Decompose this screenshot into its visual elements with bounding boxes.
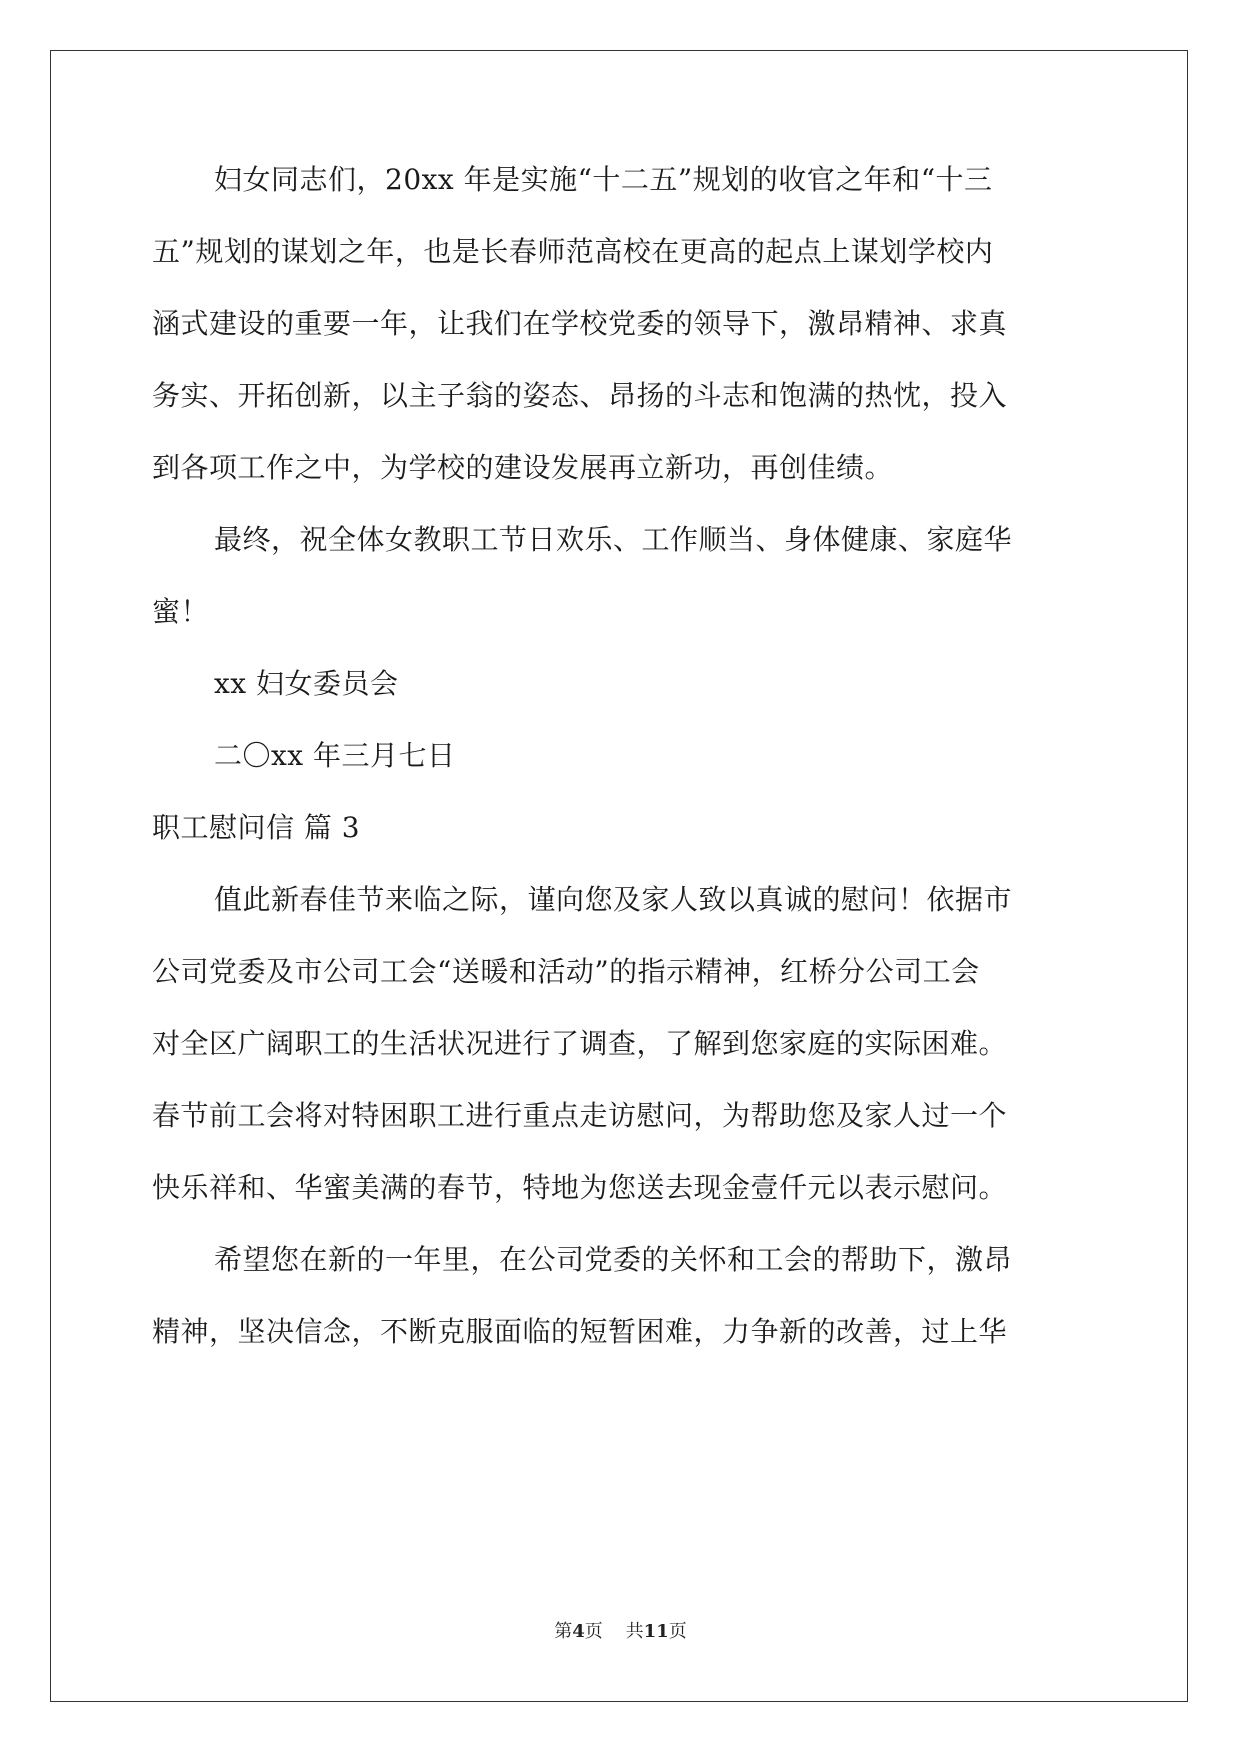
- footer-total-suffix: 页: [668, 1621, 687, 1642]
- current-page-number: 4: [572, 1621, 585, 1642]
- paragraph-line: 务实、开拓创新，以主子翁的姿态、昂扬的斗志和饱满的热忱，投入: [152, 379, 1008, 412]
- paragraph-line: 蜜！: [152, 595, 210, 628]
- paragraph-line: 妇女同志们，20xx 年是实施“十二五”规划的收官之年和“十三: [214, 163, 993, 196]
- paragraph-line: 希望您在新的一年里，在公司党委的关怀和工会的帮助下，激昂: [214, 1243, 1013, 1276]
- page-border: [50, 50, 1188, 1702]
- footer-prefix: 第: [554, 1621, 573, 1642]
- paragraph-line: 到各项工作之中，为学校的建设发展再立新功，再创佳绩。: [152, 451, 894, 484]
- paragraph-line: 对全区广阔职工的生活状况进行了调查，了解到您家庭的实际困难。: [152, 1027, 1008, 1060]
- section-heading: 职工慰问信 篇 3: [152, 811, 361, 844]
- paragraph-line: 精神，坚决信念，不断克服面临的短暂困难，力争新的改善，过上华: [152, 1315, 1008, 1348]
- paragraph-line: 五”规划的谋划之年，也是长春师范高校在更高的起点上谋划学校内: [152, 235, 994, 268]
- footer-total-prefix: 共: [625, 1621, 644, 1642]
- paragraph-line: 春节前工会将对特困职工进行重点走访慰问，为帮助您及家人过一个: [152, 1099, 1008, 1132]
- paragraph-line: 值此新春佳节来临之际，谨向您及家人致以真诚的慰问！依据市: [214, 883, 1013, 916]
- footer-page-suffix: 页: [584, 1621, 603, 1642]
- paragraph-line: 公司党委及市公司工会“送暖和活动”的指示精神，红桥分公司工会: [152, 955, 980, 988]
- paragraph-line: 涵式建设的重要一年，让我们在学校党委的领导下，激昂精神、求真: [152, 307, 1008, 340]
- page-footer: [0, 1620, 1241, 1644]
- paragraph-line: 最终，祝全体女教职工节日欢乐、工作顺当、身体健康、家庭华: [214, 523, 1013, 556]
- paragraph-line: 快乐祥和、华蜜美满的春节，特地为您送去现金壹仟元以表示慰问。: [152, 1171, 1008, 1204]
- signature-organization: xx 妇女委员会: [214, 667, 399, 700]
- total-page-count: 11: [643, 1621, 669, 1642]
- signature-date: 二〇xx 年三月七日: [214, 739, 456, 772]
